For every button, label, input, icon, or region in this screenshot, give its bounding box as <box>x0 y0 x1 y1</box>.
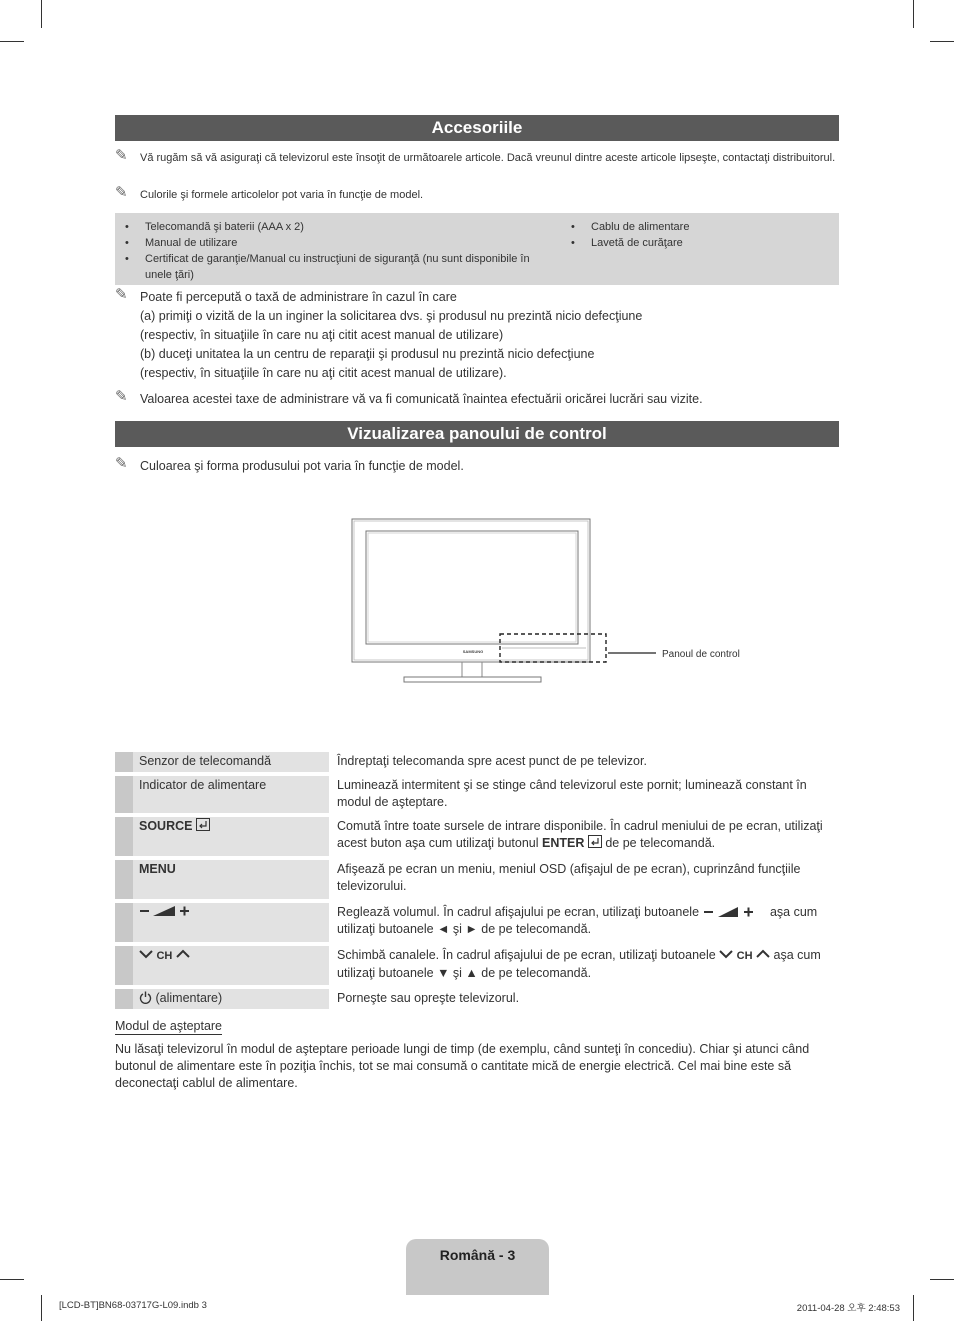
chevron-down-icon <box>719 948 733 962</box>
enter-icon <box>196 819 210 833</box>
crop-mark <box>930 41 954 42</box>
standby-heading: Modul de aşteptare <box>115 1019 223 1033</box>
accessories-list-box <box>115 213 839 285</box>
volume-icon <box>139 904 199 918</box>
page-number: Română - 3 <box>439 1247 516 1263</box>
table-row: Reglează volumul. În cadrul afişajului pe ecran, utilizaţi butoanele aşa cum utilizaţi butoanele ◄ şi ► de pe telecomandă. <box>115 903 839 942</box>
footer-timestamp: 2011-04-28 오후 2:48:53 <box>796 1303 900 1314</box>
crop-mark <box>913 0 914 28</box>
control-panel-table <box>115 748 839 1013</box>
note-admin-fee-value: ✎ Valoarea acestei taxe de administrare vă va fi comunicată înaintea efectuării oricărei lucrări sau vizite. <box>115 388 703 406</box>
volume-control-label <box>133 903 329 942</box>
chevron-up-icon <box>756 948 770 962</box>
accessories-list-left <box>115 219 555 283</box>
page-number-tab <box>406 1239 549 1295</box>
list-item: • Certificat de garanţie/Manual cu instrucţiuni de siguranţă (nu sunt disponibile în unele ţări) <box>115 251 555 283</box>
crop-mark <box>41 0 42 28</box>
list-item: • Cablu de alimentare <box>561 219 831 235</box>
power-icon <box>139 991 152 1005</box>
control-panel-label: Panoul de control <box>662 649 740 660</box>
pencil-note-icon: ✎ <box>115 286 128 303</box>
table-row: Indicator de alimentare Luminează intermitent şi se stinge când televizorul este pornit; luminează constant în modul de aşteptare. <box>115 776 839 813</box>
list-item: • Manual de utilizare <box>115 235 555 251</box>
table-row: CH Schimbă canalele. În cadrul afişajului de pe ecran, utilizaţi butoanele CH aşa cum utilizaţi butoanele ▼ şi ▲ de pe telecomandă. <box>115 946 839 985</box>
section-title-accessories: Accesoriile <box>115 115 839 141</box>
table-row: MENU Afişează pe ecran un meniu, meniul OSD (afişajul de pe ecran), cuprinzând funcţiile televizorului. <box>115 860 839 899</box>
pencil-note-icon: ✎ <box>115 388 128 405</box>
note-product-colors: ✎ Culoarea şi forma produsului pot varia în funcţie de model. <box>115 455 464 473</box>
pencil-note-icon: ✎ <box>115 147 128 164</box>
crop-mark <box>41 1295 42 1321</box>
note-admin-fee: ✎ Poate fi percepută o taxă de administrare în cazul în care (a) primiţi o vizită de la un inginer la solicitarea dvs. şi produsul nu prezintă nicio defecţiune (respectiv, în situaţiile în care nu aţi citit acest manual de utilizare) (b) duceţi unitatea la un centru de reparaţii şi produsul nu prezintă nicio defecţiune (respectiv, în situaţiile în care nu aţi citit acest manual de utilizare). <box>115 286 643 380</box>
chevron-down-icon <box>139 948 153 962</box>
table-row: (alimentare) Porneşte sau opreşte televizorul. <box>115 989 839 1009</box>
volume-icon <box>703 905 767 918</box>
list-item: • Lavetă de curăţare <box>561 235 831 251</box>
tv-diagram <box>340 510 760 690</box>
crop-mark <box>0 1279 24 1280</box>
pencil-note-icon: ✎ <box>115 455 128 472</box>
samsung-logo: SAMSUNG <box>462 649 484 654</box>
tv-illustration <box>340 510 760 690</box>
note-accessories-colors: ✎ Culorile şi formele articolelor pot varia în funcţie de model. <box>115 184 424 201</box>
crop-mark <box>913 1295 914 1321</box>
chevron-up-icon <box>176 948 190 962</box>
accessories-list-right <box>561 219 831 251</box>
pencil-note-icon: ✎ <box>115 184 128 201</box>
table-row: SOURCE Comută între toate sursele de intrare disponibile. În cadrul meniului de pe ecran, utilizaţi acest buton aşa cum utilizaţi butonul ENTER de pe telecomandă. <box>115 817 839 856</box>
table-row: Senzor de telecomandă Îndreptaţi telecomanda spre acest punct de pe televizor. <box>115 752 839 772</box>
crop-mark <box>930 1279 954 1280</box>
list-item: • Telecomandă şi baterii (AAA x 2) <box>115 219 555 235</box>
enter-icon <box>588 836 602 850</box>
standby-paragraph: Nu lăsaţi televizorul în modul de aşteptare perioade lungi de timp (de exemplu, când sunteţi în concediu). Chiar şi atunci când butonul de alimentare este în poziţia închis, tot se mai consumă o cantitate mică de energie electrică. Cel mai bine este să deconectaţi cablul de alimentare. <box>115 1042 810 1090</box>
section-title-control-panel: Vizualizarea panoului de control <box>115 421 839 447</box>
footer-file-name: [LCD-BT]BN68-03717G-L09.indb 3 <box>59 1300 207 1311</box>
note-accessories-check: ✎ Vă rugăm să vă asiguraţi că televizorul este însoţit de următoarele articole. Dacă vreunul dintre aceste articole lipseşte, contactaţi distribuitorul. <box>115 147 836 164</box>
crop-mark <box>0 41 24 42</box>
